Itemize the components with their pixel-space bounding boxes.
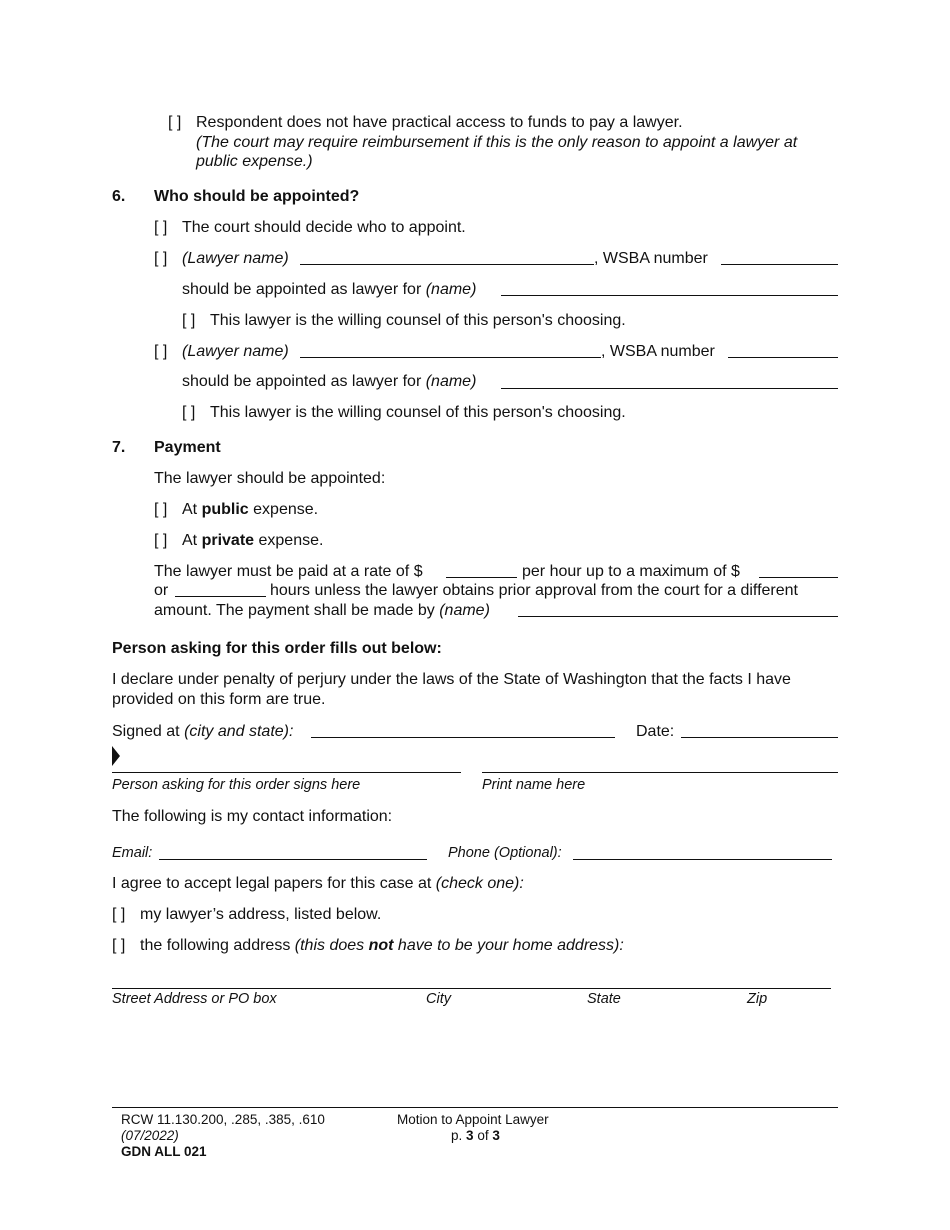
lawyer-2-name-field[interactable]	[300, 357, 601, 358]
appointed-for-label: should be appointed as lawyer for (name)	[182, 281, 477, 298]
payer-label: amount. The payment shall be made by (name)	[154, 602, 490, 619]
address-field[interactable]	[112, 988, 831, 989]
print-caption: Print name here	[482, 777, 586, 793]
date-field[interactable]	[681, 737, 838, 738]
email-label: Email:	[112, 845, 153, 861]
checkbox-lawyer-1[interactable]: [ ]	[154, 250, 168, 267]
checkbox-willing-counsel-2[interactable]: [ ]	[182, 404, 196, 421]
lawyer-1-wsba-field[interactable]	[721, 264, 838, 265]
maximum-amount-field[interactable]	[759, 577, 838, 578]
public-expense-label: At public expense.	[182, 501, 319, 518]
wsba-label: , WSBA number	[601, 343, 715, 360]
checkbox-willing-counsel-1[interactable]: [ ]	[182, 312, 196, 329]
court-decide-text: The court should decide who to appoint.	[182, 219, 466, 236]
phone-label: Phone (Optional):	[448, 845, 562, 861]
section-6-title: Who should be appointed?	[154, 188, 360, 205]
section-7-number: 7.	[112, 439, 126, 456]
declaration-heading: Person asking for this order fills out below:	[112, 640, 442, 657]
lawyer-name-label: (Lawyer name)	[182, 250, 289, 267]
lawyer-name-label: (Lawyer name)	[182, 343, 289, 360]
footer-form-id: GDN ALL 021	[121, 1144, 207, 1159]
state-caption: State	[587, 991, 621, 1007]
no-funds-text: Respondent does not have practical access to funds to pay a lawyer.	[196, 114, 683, 131]
checkbox-court-decide[interactable]: [ ]	[154, 219, 168, 236]
perjury-line2: provided on this form are true.	[112, 691, 326, 708]
checkbox-lawyer-address[interactable]: [ ]	[112, 906, 126, 923]
footer-divider	[112, 1107, 838, 1108]
payer-name-field[interactable]	[518, 616, 838, 617]
signed-at-label: Signed at (city and state):	[112, 723, 294, 740]
street-caption: Street Address or PO box	[112, 991, 277, 1007]
checkbox-following-address[interactable]: [ ]	[112, 937, 126, 954]
hours-text: hours unless the lawyer obtains prior approval from the court for a different	[270, 582, 798, 599]
rate-text-a: The lawyer must be paid at a rate of $	[154, 563, 423, 580]
or-text: or	[154, 582, 169, 599]
lawyer-address-text: my lawyer’s address, listed below.	[140, 906, 382, 923]
following-address-text: the following address (this does not have to be your home address):	[140, 937, 624, 954]
print-name-field[interactable]	[482, 772, 838, 773]
max-hours-field[interactable]	[175, 596, 266, 597]
footer-title: Motion to Appoint Lawyer	[397, 1112, 549, 1127]
footer-page: p. 3 of 3	[451, 1128, 500, 1143]
sign-here-arrow-icon	[112, 746, 121, 766]
hourly-rate-field[interactable]	[446, 577, 517, 578]
checkbox-private-expense[interactable]: [ ]	[154, 532, 168, 549]
private-expense-label: At private expense.	[182, 532, 324, 549]
willing-counsel-text: This lawyer is the willing counsel of this person's choosing.	[210, 312, 626, 329]
checkbox-no-funds[interactable]: [ ]	[168, 114, 182, 131]
section-7-title: Payment	[154, 439, 221, 456]
city-state-field[interactable]	[311, 737, 615, 738]
rate-text-b: per hour up to a maximum of $	[522, 563, 740, 580]
checkbox-public-expense[interactable]: [ ]	[154, 501, 168, 518]
willing-counsel-text: This lawyer is the willing counsel of this person's choosing.	[210, 404, 626, 421]
wsba-label: , WSBA number	[594, 250, 708, 267]
email-field[interactable]	[159, 859, 427, 860]
checkbox-lawyer-2[interactable]: [ ]	[154, 343, 168, 360]
contact-intro: The following is my contact information:	[112, 808, 393, 825]
lawyer-2-client-field[interactable]	[501, 388, 838, 389]
sign-caption: Person asking for this order signs here	[112, 777, 361, 793]
footer-rcw: RCW 11.130.200, .285, .385, .610	[121, 1112, 325, 1127]
signature-field[interactable]	[112, 772, 461, 773]
lawyer-2-wsba-field[interactable]	[728, 357, 838, 358]
perjury-line1: I declare under penalty of perjury under the laws of the State of Washington that the facts I have	[112, 671, 791, 688]
date-label: Date:	[636, 723, 675, 740]
payment-intro: The lawyer should be appointed:	[154, 470, 386, 487]
zip-caption: Zip	[747, 991, 768, 1007]
lawyer-1-name-field[interactable]	[300, 264, 594, 265]
appointed-for-label: should be appointed as lawyer for (name)	[182, 373, 477, 390]
agree-text: I agree to accept legal papers for this case at (check one):	[112, 875, 524, 892]
footer-date: (07/2022)	[121, 1128, 179, 1143]
phone-field[interactable]	[573, 859, 832, 860]
lawyer-1-client-field[interactable]	[501, 295, 838, 296]
reimbursement-note-line1: (The court may require reimbursement if this is the only reason to appoint a lawyer at	[196, 134, 798, 151]
reimbursement-note-line2: public expense.)	[196, 153, 313, 170]
section-6-number: 6.	[112, 188, 126, 205]
city-caption: City	[426, 991, 451, 1007]
